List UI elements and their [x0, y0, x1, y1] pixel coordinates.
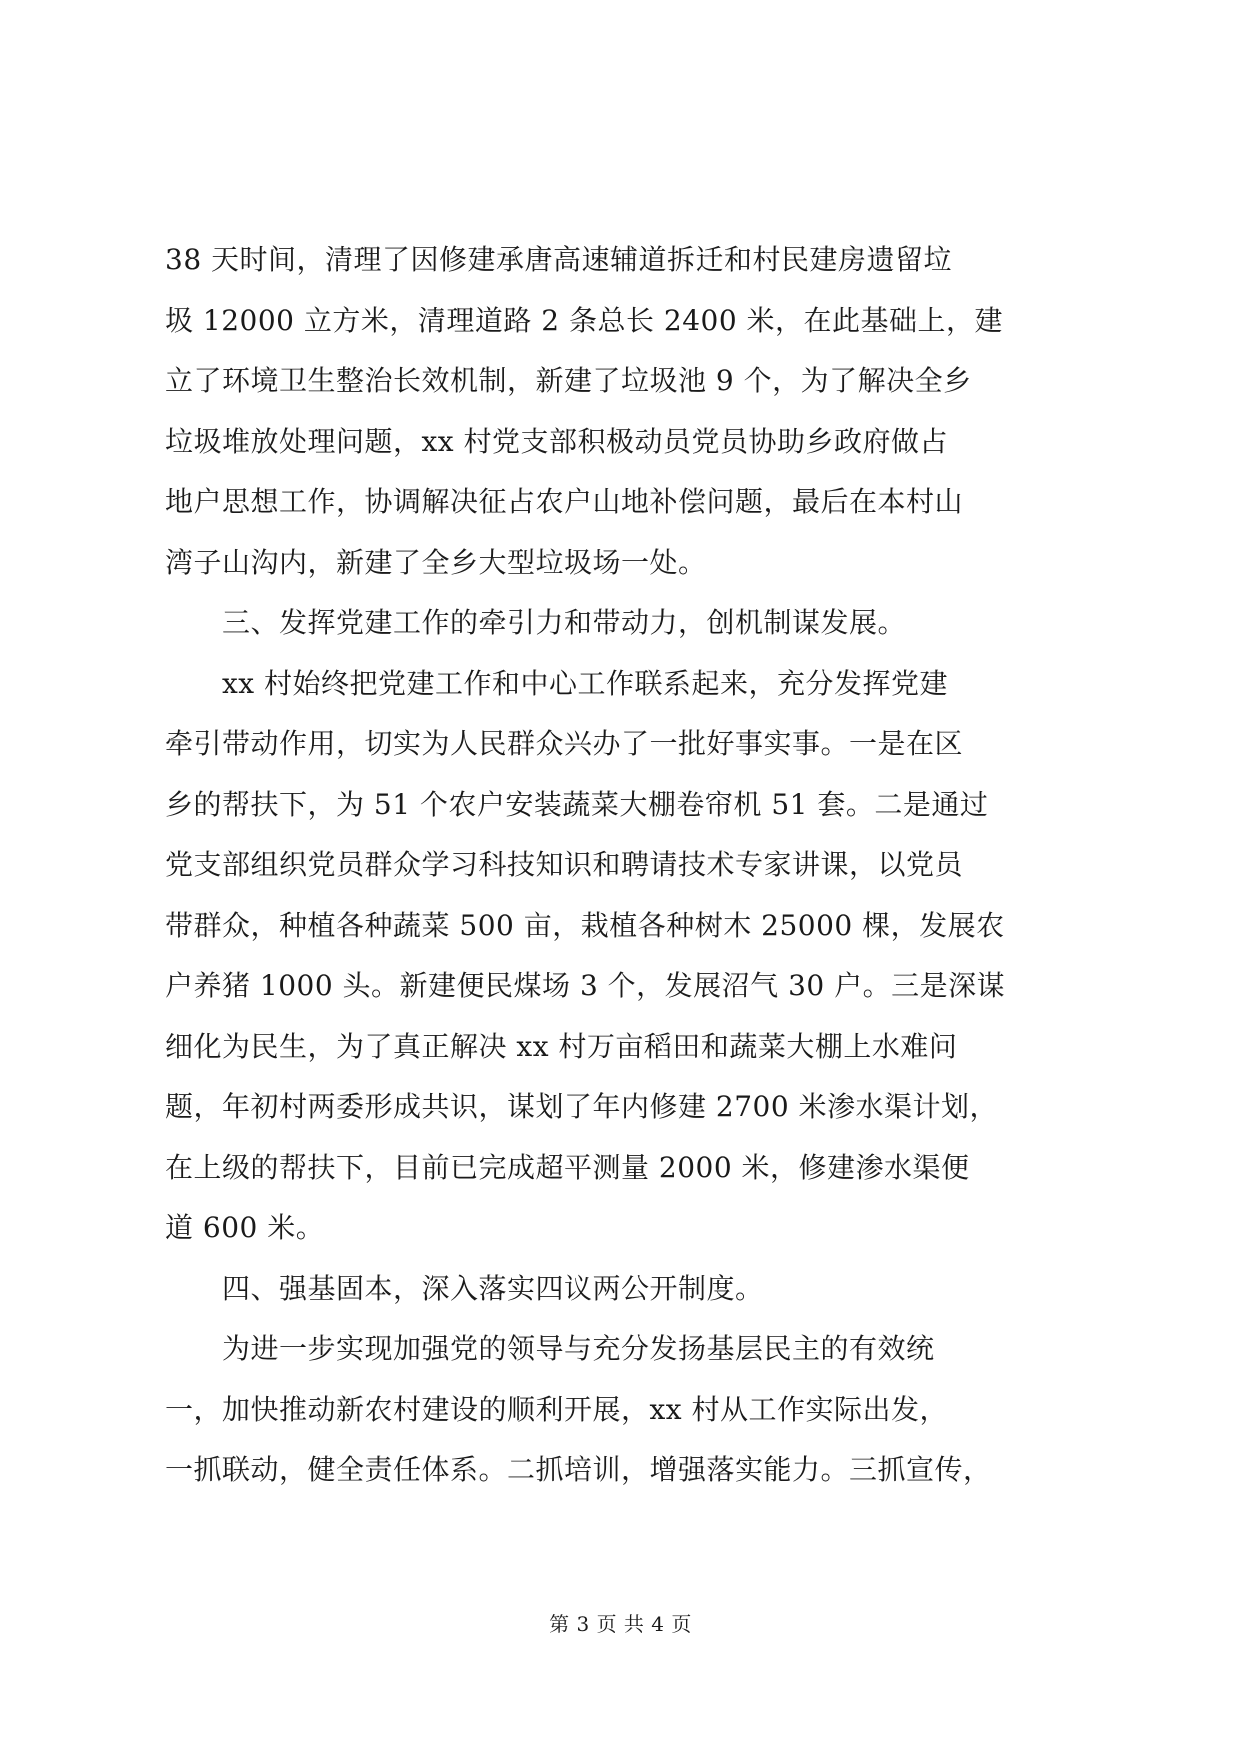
text-line: 细化为民生，为了真正解决 xx 村万亩稻田和蔬菜大棚上水难问 [165, 1029, 958, 1063]
text-line: 湾子山沟内，新建了全乡大型垃圾场一处。 [165, 545, 707, 579]
text-line: 牵引带动作用，切实为人民群众兴办了一批好事实事。一是在区 [165, 727, 964, 760]
text-line: 为进一步实现加强党的领导与充分发扬基层民主的有效统 [165, 1332, 935, 1365]
text-line: 地户思想工作，协调解决征占农户山地补偿问题，最后在本村山 [165, 485, 964, 518]
text-line: 垃圾堆放处理问题，xx 村党支部积极动员党员协助乡政府做占 [165, 424, 948, 458]
text-line: 户养猪 1000 头。新建便民煤场 3 个，发展沼气 30 户。三是深谋 [165, 969, 1006, 1002]
section-heading: 四、强基固本，深入落实四议两公开制度。 [165, 1271, 764, 1305]
text-line: 圾 12000 立方米，清理道路 2 条总长 2400 米，在此基础上，建 [165, 303, 1004, 337]
text-line: 38 天时间，清理了因修建承唐高速辅道拆迁和村民建房遗留垃 [165, 243, 953, 276]
text-line: 立了环境卫生整治长效机制，新建了垃圾池 9 个，为了解决全乡 [165, 364, 972, 397]
page-number-footer: 第 3 页 共 4 页 [549, 1612, 692, 1636]
text-line: 一，加快推动新农村建设的顺利开展，xx 村从工作实际出发， [165, 1392, 948, 1426]
text-line: 在上级的帮扶下，目前已完成超平测量 2000 米，修建渗水渠便 [165, 1150, 970, 1184]
text-line: 道 600 米。 [165, 1211, 325, 1244]
document-body [165, 230, 1080, 1501]
text-line: 题，年初村两委形成共识，谋划了年内修建 2700 米渗水渠计划， [165, 1090, 999, 1123]
text-line: 带群众，种植各种蔬菜 500 亩，栽植各种树木 25000 棵，发展农 [165, 908, 1005, 942]
text-line: 党支部组织党员群众学习科技知识和聘请技术专家讲课，以党员 [165, 848, 964, 881]
section-heading: 三、发挥党建工作的牵引力和带动力，创机制谋发展。 [165, 606, 907, 639]
text-line: xx 村始终把党建工作和中心工作联系起来，充分发挥党建 [165, 666, 948, 700]
text-line: 一抓联动，健全责任体系。二抓培训，增强落实能力。三抓宣传， [165, 1453, 992, 1486]
text-line: 乡的帮扶下，为 51 个农户安装蔬菜大棚卷帘机 51 套。二是通过 [165, 787, 989, 821]
